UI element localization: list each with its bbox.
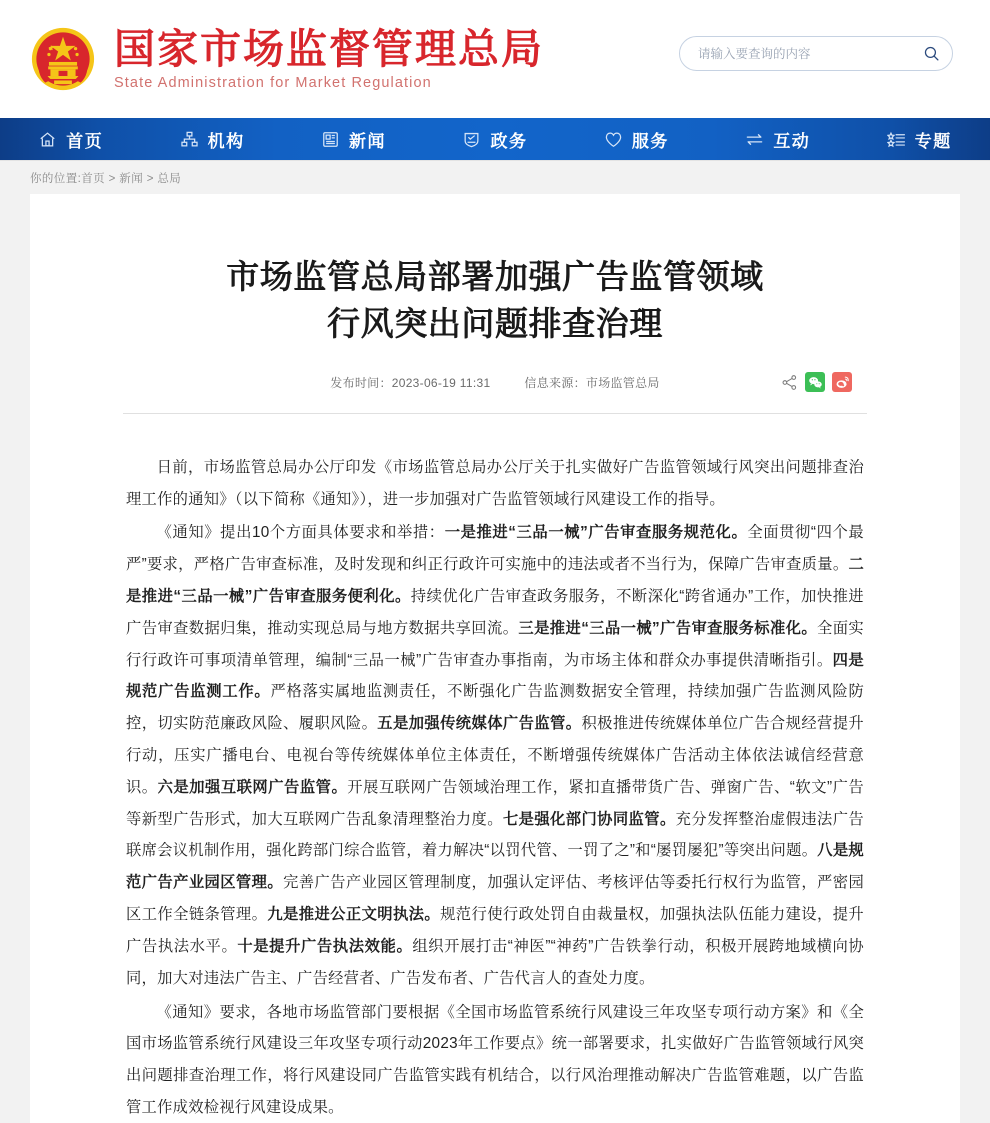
- article-meta: [30, 374, 960, 391]
- article-text-run: 全面实行行政许可事项清单管理，编制“三品一械”广告审查办事指南，为市场主体和群众办事提供清晰指引。: [126, 619, 864, 669]
- article-measure-heading: 十是提升广告执法效能。: [237, 937, 413, 955]
- search-input[interactable]: [698, 47, 918, 61]
- article-measure-heading: 四是规范广告监测工作。: [126, 651, 864, 701]
- article-paragraph: [126, 997, 864, 1123]
- article-text-run: 严格落实属地监测责任，不断强化广告监测数据安全管理，持续加强广告监测风险防控，切实防范廉政风险、履职风险。: [126, 683, 864, 733]
- nav-item-home[interactable]: [0, 118, 141, 160]
- article-title-line-1: 市场监管总局部署加强广告监管领域: [226, 258, 764, 295]
- article-text-run: 完善广告产业园区管理制度，加强认定评估、考核评估等委托行权行为监管，严密园区工作全链条管理。: [126, 874, 864, 924]
- article-title-line-2: 行风突出问题排查治理: [327, 304, 663, 342]
- search-button[interactable]: [918, 41, 944, 67]
- share-nodes-icon[interactable]: [781, 374, 798, 391]
- article-paragraph: [126, 452, 864, 516]
- site-brand[interactable]: [26, 22, 544, 96]
- wechat-icon[interactable]: [805, 372, 825, 392]
- search-box[interactable]: [679, 36, 953, 71]
- article-measure-heading: 九是推进公正文明执法。: [267, 906, 441, 924]
- article-text-run: 积极推进传统媒体单位广告合规经营提升行动，压实广播电台、电视台等传统媒体单位主体责任，不断增强传统媒体广告活动主体依法诚信经营意识。: [126, 715, 864, 796]
- org-chart-icon: [180, 130, 199, 149]
- heart-icon: [604, 130, 623, 149]
- share-group[interactable]: [781, 372, 852, 392]
- article-measure-heading: 五是加强传统媒体广告监管。: [377, 715, 582, 733]
- nav-item-interaction[interactable]: [707, 118, 848, 160]
- article-text-run: 充分发挥整治虚假违法广告联席会议机制作用，强化跨部门综合监管，着力解决“以罚代管、一罚了之”和“屡罚屡犯”等突出问题。: [126, 810, 864, 860]
- article-text-run: 《通知》提出10个方面具体要求和举措：: [156, 524, 445, 542]
- article-measure-heading: 八是规范广告产业园区管理。: [126, 842, 864, 892]
- nav-label-organization: 机构: [207, 131, 245, 151]
- nav-item-topics[interactable]: [849, 118, 990, 160]
- national-emblem-icon: [26, 22, 100, 96]
- nav-label-interaction: 互动: [773, 131, 811, 151]
- home-icon: [38, 130, 57, 149]
- breadcrumb-bar: [0, 161, 990, 194]
- nav-item-news[interactable]: [283, 118, 424, 160]
- nav-label-home: 首页: [66, 131, 104, 151]
- exchange-arrows-icon: [745, 130, 764, 149]
- article-measure-heading: 六是加强互联网广告监管。: [157, 778, 348, 796]
- breadcrumb[interactable]: 你的位置:首页 > 新闻 > 总局: [30, 172, 182, 185]
- brand-title-cn: 国家市场监督管理总局: [114, 26, 544, 73]
- article-measure-heading: 七是强化部门协同监管。: [502, 810, 676, 828]
- article-text-run: 《通知》要求，各地市场监管部门要根据《全国市场监管系统行风建设三年攻坚专项行动方案》和《全国市场监管系统行风建设三年攻坚专项行动2023年工作要点》统一部署要求，扎实做好广告监管领域行风突出问题排查治理工作，将行风建设同广告监管实践有机结合，以行风治理推动解决广告监管难题，以广告监管工作成效检视行风建设成果。: [126, 1003, 864, 1116]
- article-source: 信息来源：市场监管总局: [524, 375, 660, 390]
- article-body: [30, 414, 960, 1123]
- search-icon: [923, 45, 940, 62]
- nav-label-topics: 专题: [914, 131, 952, 151]
- brand-text: [114, 27, 544, 90]
- article-text-run: 持续优化广告审查政务服务，不断深化“跨省通办”工作，加快推进广告审查数据归集，推动实现总局与地方数据共享回流。: [126, 587, 864, 637]
- nav-item-service[interactable]: [566, 118, 707, 160]
- article-text-run: 开展互联网广告领域治理工作，紧扣直播带货广告、弹窗广告、“软文”广告等新型广告形式，加大互联网广告乱象清理整治力度。: [126, 778, 864, 828]
- brand-title-en: State Administration for Market Regulation: [114, 74, 432, 91]
- shield-badge-icon: [462, 130, 481, 149]
- article-text-run: 日前，市场监管总局办公厅印发《市场监管总局办公厅关于扎实做好广告监管领域行风突出问题排查治理工作的通知》（以下简称《通知》），进一步加强对广告监管领域行风建设工作的指导。: [126, 458, 864, 508]
- page-title: [30, 254, 960, 348]
- star-list-icon: [887, 130, 906, 149]
- article-measure-heading: 三是推进“三品一械”广告审查服务标准化。: [518, 619, 818, 637]
- nav-item-government-affairs[interactable]: [424, 118, 565, 160]
- main-navigation[interactable]: [0, 118, 990, 161]
- article-text-run: 组织开展打击“神医”“神药”广告铁拳行动，积极开展跨地域横向协同，加大对违法广告主、广告经营者、广告发布者、广告代言人的查处力度。: [126, 937, 864, 987]
- site-header: [0, 0, 990, 118]
- nav-item-organization[interactable]: [141, 118, 282, 160]
- publish-time: 发布时间：2023-06-19 11:31: [330, 375, 491, 390]
- article-measure-heading: 一是推进“三品一械”广告审查服务规范化。: [444, 524, 748, 542]
- nav-label-news: 新闻: [349, 131, 387, 151]
- nav-label-government-affairs: 政务: [490, 131, 528, 151]
- article-text-run: 全面贯彻“四个最严”要求，严格广告审查标准，及时发现和纠正行政许可实施中的违法或者不当行为，保障广告审查质量。: [126, 524, 864, 574]
- article-paragraph: [126, 517, 864, 994]
- newspaper-icon: [321, 130, 340, 149]
- article-text-run: 规范行使行政处罚自由裁量权，加强执法队伍能力建设，提升广告执法水平。: [126, 906, 864, 955]
- content-wrapper: [0, 194, 990, 1123]
- weibo-icon[interactable]: [832, 372, 852, 392]
- article-card: [30, 194, 960, 1123]
- nav-label-service: 服务: [631, 131, 669, 151]
- article-measure-heading: 二是推进“三品一械”广告审查服务便利化。: [126, 556, 864, 605]
